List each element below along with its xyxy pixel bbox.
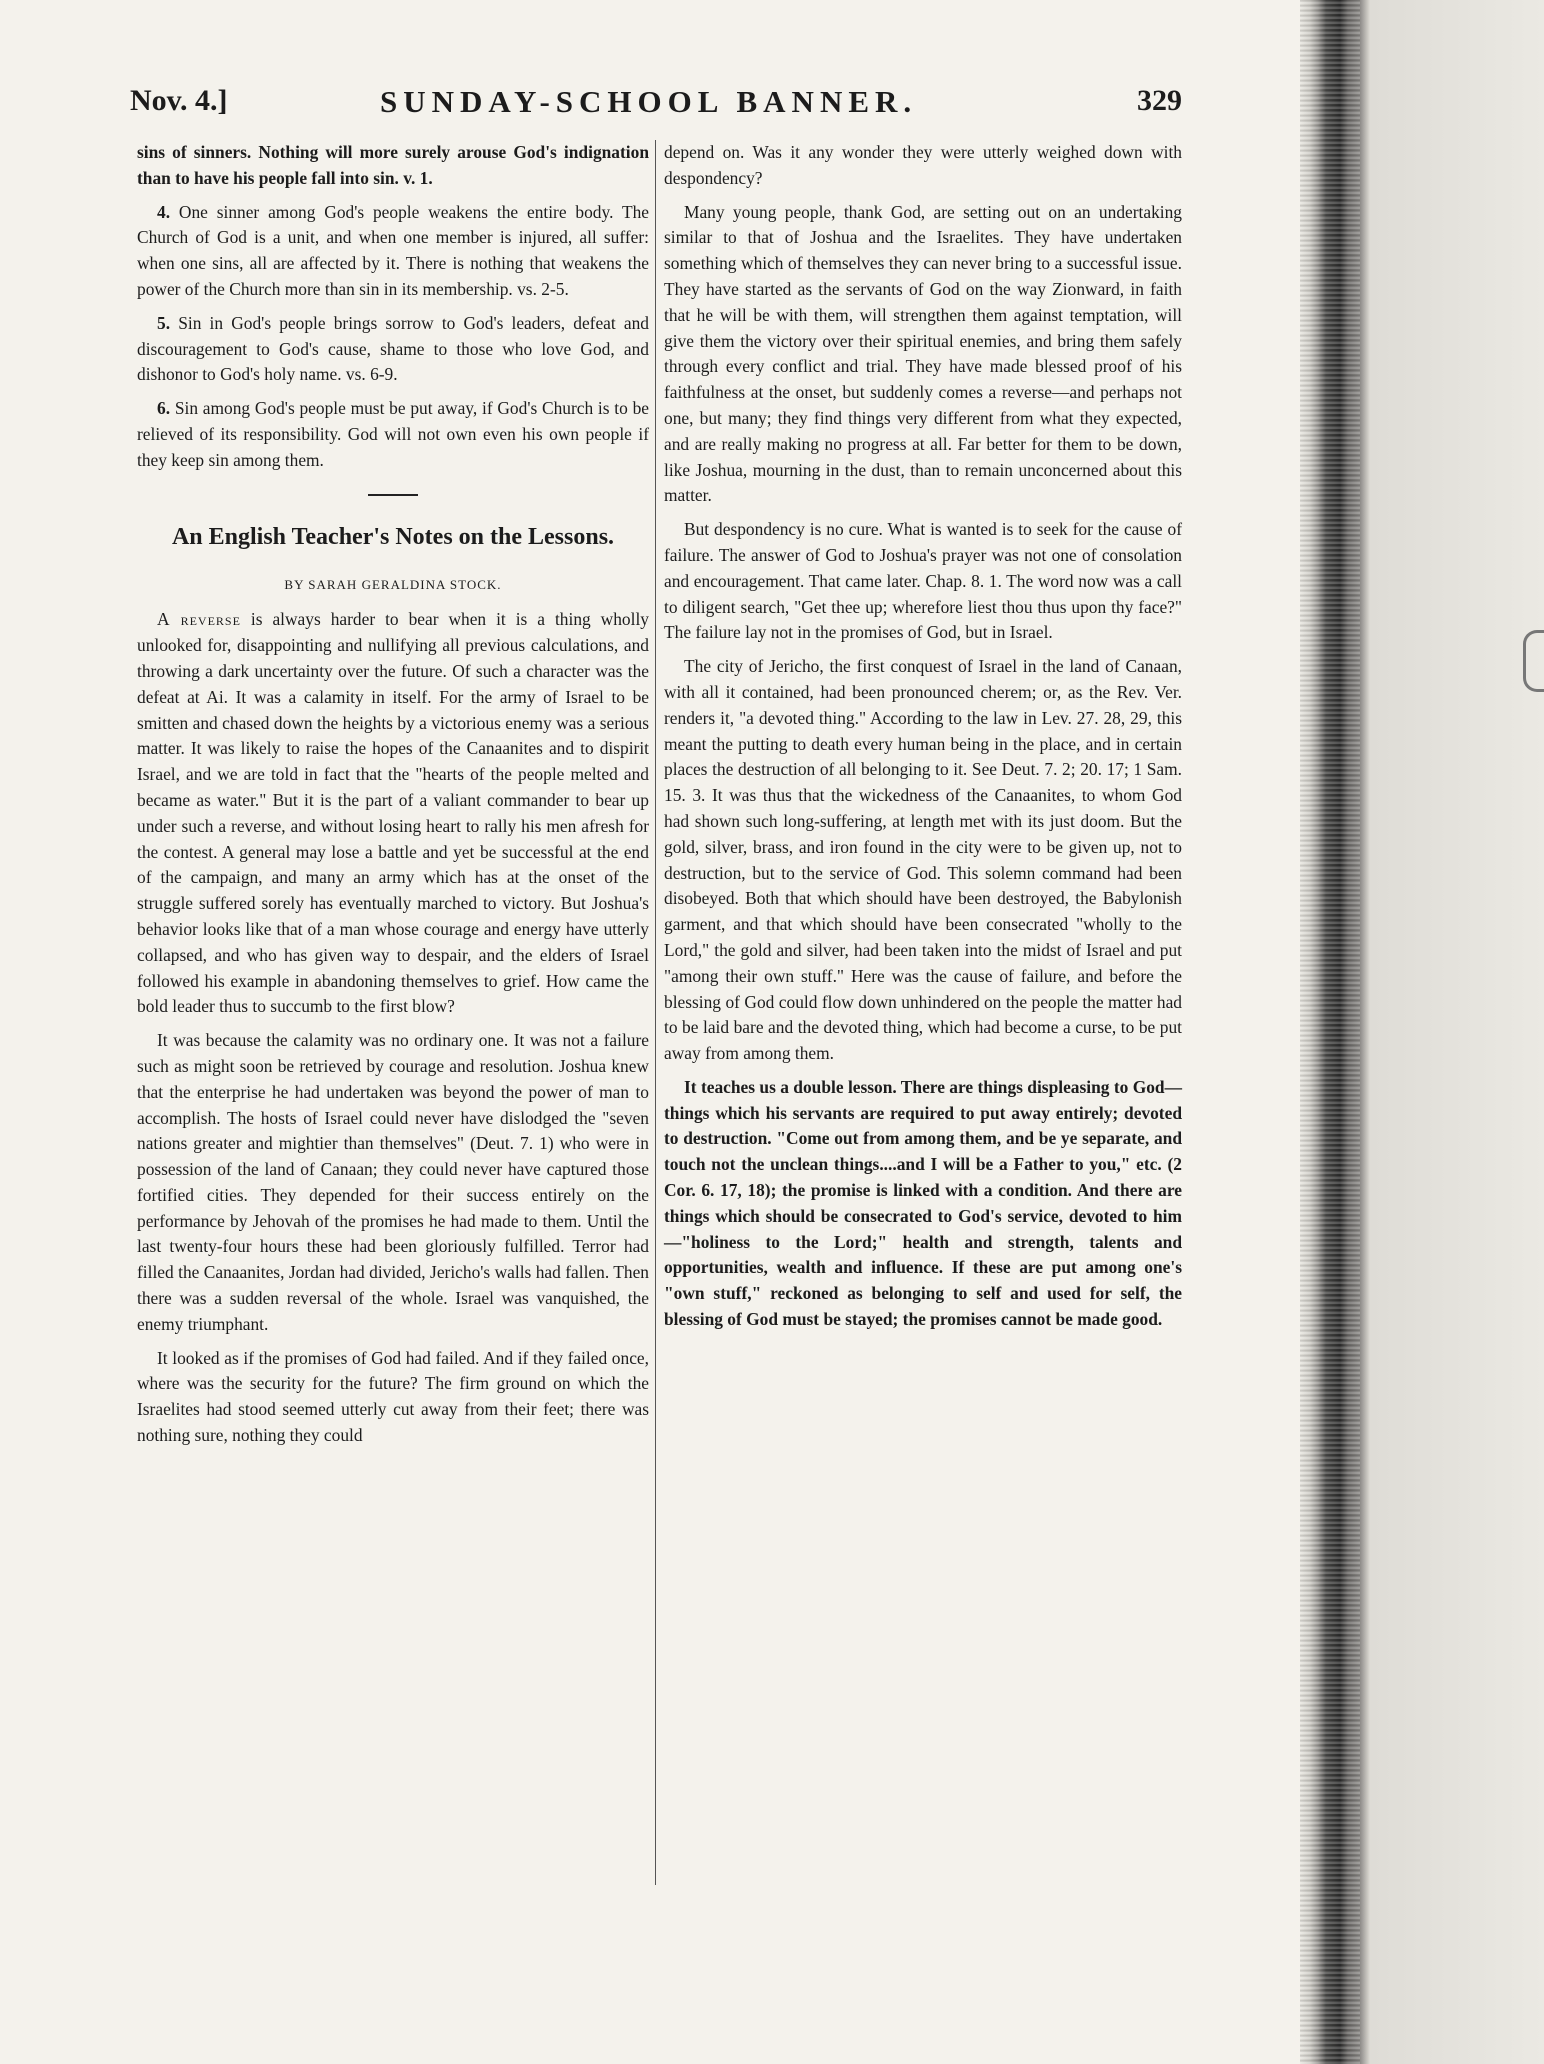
continued-text: sins of sinners. Nothing will more surely arouse God's indignation than to have his people fall into sin. v. 1. [137, 142, 649, 188]
article-title: An English Teacher's Notes on the Lessons. [171, 523, 615, 550]
article-byline: BY SARAH GERALDINA STOCK. [284, 576, 502, 592]
page-number: 329 [1137, 84, 1182, 117]
point-number: 5. [157, 312, 171, 333]
point-number: 4. [157, 201, 171, 222]
lesson-point-5 [137, 311, 649, 388]
point-text: One sinner among God's people weakens the entire body. The Church of God is a unit, and when one member is injured, all suffer: when one sins, all are affected by it. There is nothing that weakens the power of the Church more than sin in its membership. vs. 2-5. [137, 201, 649, 299]
article-paragraph: It looked as if the promises of God had failed. And if they failed once, where was the security for the future? The firm ground on which the Israelites had stood seemed utterly cut away from their feet; there was nothing sure, nothing they could [137, 1347, 649, 1446]
article-paragraph: It was because the calamity was no ordinary one. It was not a failure such as might soon be retrieved by courage and resolution. Joshua knew that the enterprise he had undertaken was beyond the power of man to accomplish. The hosts of Israel could never have dislodged the "seven nations greater and mightier than themselves" (Deut. 7. 1) who were in possession of the land of Canaan; they could never have captured those fortified cities. They depended for their success entirely on the performance by Jehovah of the promises he had made to them. Until the last twenty-four hours these had been gloriously fulfilled. Terror had filled the Canaanites, Jordan had divided, Jericho's walls had fallen. Then there was a sudden reversal of the whole. Israel was vanquished, the enemy triumphant. [137, 1030, 649, 1334]
lesson-point-6 [137, 396, 649, 473]
page-edges [1300, 0, 1360, 2064]
article-paragraph: But despondency is no cure. What is wanted is to seek for the cause of failure. The answer of God to Joshua's prayer was not one of consolation and encouragement. That came later. Chap. 8. 1. The word now was a call to diligent search, "Get thee up; wherefore liest thou thus upon thy face?" The failure lay not in the promises of God, but in Israel. [664, 519, 1182, 643]
book-binding-edge [1300, 0, 1544, 2064]
binding-clip [1523, 630, 1544, 692]
lead-word: A reverse [157, 609, 241, 630]
running-header [130, 78, 1182, 128]
section-rule [368, 494, 418, 496]
article-paragraph [137, 607, 649, 1020]
column-divider [655, 140, 656, 1885]
header-date: Nov. 4.] [130, 84, 228, 117]
lesson-point-4 [137, 200, 649, 303]
article-paragraph: Many young people, thank God, are setting out on an undertaking similar to that of Joshua and the Israelites. They have undertaken something which of themselves they can never bring to a successful issue. They have started as the servants of God on the way Zionward, in faith that he will be with them, will strengthen them against temptation, will give them the victory over their spiritual enemies, and bring them safely through every conflict and trial. They have made blessed proof of his faithfulness at the onset, but suddenly comes a reverse—and perhaps not one, but many; they find things very different from what they expected, and are really making no progress at all. Far better for them to be down, like Joshua, mourning in the dust, than to remain unconcerned about this matter. [664, 201, 1182, 506]
point-text: Sin among God's people must be put away, if God's Church is to be relieved of its responsibility. God will not own even his own people if they keep sin among them. [137, 398, 649, 470]
right-column [664, 140, 1182, 1341]
point-number: 6. [157, 398, 171, 419]
article-paragraph: The city of Jericho, the first conquest of Israel in the land of Canaan, with all it contained, had been pronounced cherem; or, as the Rev. Ver. renders it, "a devoted thing." According to the law in Lev. 27. 28, 29, this meant the putting to death every human being in the place, and in certain places the destruction of all belonging to it. See Deut. 7. 2; 20. 17; 1 Sam. 15. 3. It was thus that the wickedness of the Canaanites, to whom God had shown such long-suffering, at length met with its just doom. But the gold, silver, brass, and iron found in the city were to be given up, not to destruction, but to the service of God. This solemn command had been disobeyed. Both that which should have been destroyed, the Babylonish garment, and that which should have been consecrated "wholly to the Lord," the gold and silver, had been taken into the midst of Israel and put "among their own stuff." Here was the cause of failure, and before the blessing of God could flow down unhindered on the people the matter had to be laid bare and the devoted thing, which had become a curse, to be put away from among them. [664, 656, 1182, 1064]
paragraph-text: is always harder to bear when it is a thing wholly unlooked for, disappointing and nullifying all previous calculations, and throwing a dark uncertainty over the future. Of such a character was the defeat at Ai. It was a calamity in itself. For the army of Israel to be smitten and chased down the heights by a victorious enemy was a serious matter. It was likely to raise the hopes of the Canaanites and to dispirit Israel, and we are told in fact that the "hearts of the people melted and became as water." But it is the part of a valiant commander to bear up under such a reverse, and without losing heart to rally his men afresh for the contest. A general may lose a battle and yet be successful at the end of the campaign, and many an army which has at the onset of the struggle suffered sorely has eventually marched to victory. But Joshua's behavior looks like that of a man whose courage and energy have utterly collapsed, and who has given way to despair, and the elders of Israel followed his example in abandoning themselves to grief. How came the bold leader thus to succumb to the first blow? [137, 609, 649, 1017]
left-column [137, 140, 649, 1457]
article-paragraph: depend on. Was it any wonder they were utterly weighed down with despondency? [664, 142, 1182, 188]
point-text: Sin in God's people brings sorrow to God's leaders, defeat and discouragement to God's cause, shame to those who love God, and dishonor to God's holy name. vs. 6-9. [137, 312, 649, 385]
header-title: SUNDAY-SCHOOL BANNER. [380, 84, 918, 119]
article-paragraph: It teaches us a double lesson. There are things displeasing to God—things which his servants are required to put away entirely; devoted to destruction. "Come out from among them, and be ye separate, and touch not the unclean things....and I will be a Father to you," etc. (2 Cor. 6. 17, 18); the promise is linked with a condition. And there are things which should be consecrated to God's service, devoted to him—"holiness to the Lord;" health and strength, talents and opportunities, wealth and influence. If these are put among one's "own stuff," reckoned as belonging to self and used for self, the blessing of God must be stayed; the promises cannot be made good. [664, 1076, 1182, 1330]
